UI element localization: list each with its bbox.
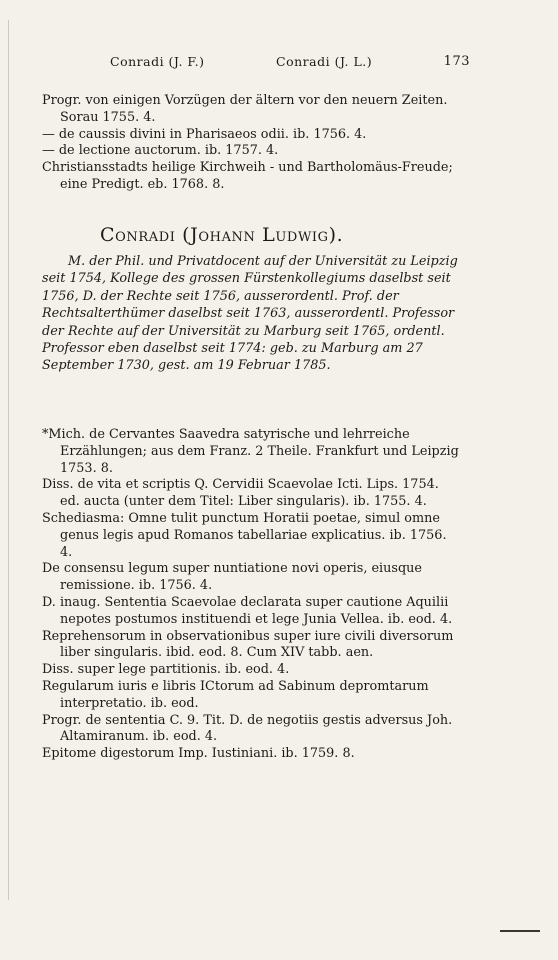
work-entry: Diss. de vita et scriptis Q. Cervidii Scaevolae Icti. Lips. 1754. ed. aucta (unter dem Titel: Liber singularis). ib. 1755. 4. [42,477,439,510]
entry-title: Conradi (Johann Ludwig). [100,224,344,246]
previous-entry: — de lectione auctorum. ib. 1757. 4. [42,143,279,159]
work-entry: D. inaug. Sententia Scaevolae declarata super cautione Aquilii nepotes postumos instituendi et lege Junia Vellea. ib. eod. 4. [42,594,453,627]
header-right: Conradi (J. L.) [276,54,373,69]
previous-entry: Christiansstadts heilige Kirchweih - und Bartholomäus-Freude; eine Predigt. eb. 1768. 8. [42,160,453,192]
biography: M. der Phil. und Privatdocent auf der Universität zu Leipzig seit 1754, Kollege des grossen Fürstenkollegiums daselbst seit 1756, D. der Rechte seit 1756, ausserordentl. Prof. der Rechtsalterthümer daselbst seit 1763, ausserordentl. Professor der Rechte auf der Universität zu Marburg seit 1765, ordentl. Professor eben daselbst seit 1774: geb. zu Marburg am 27 September 1730, gest. am 19 Februar 1785. [42,254,458,374]
work-entry: Epitome digestorum Imp. Iustiniani. ib. 1759. 8. [42,746,355,762]
previous-entry: Progr. von einigen Vorzügen der ältern vor den neuern Zeiten. Sorau 1755. 4. [42,93,448,125]
work-entry: Progr. de sententia C. 9. Tit. D. de negotiis gestis adversus Joh. Altamiranum. ib. eod. 4. [42,712,453,745]
work-entry: De consensu legum super nuntiatione novi operis, eiusque remissione. ib. 1756. 4. [42,561,422,594]
page-end-rule [500,930,540,932]
header-left: Conradi (J. F.) [110,54,205,69]
page-gutter-line [8,20,9,900]
work-entry: Diss. super lege partitionis. ib. eod. 4. [42,662,290,678]
work-entry: *Mich. de Cervantes Saavedra satyrische und lehrreiche Erzählungen; aus dem Franz. 2 Theile. Frankfurt und Leipzig 1753. 8. [42,427,459,476]
previous-entries [42,93,462,194]
works-list [42,427,462,763]
work-entry: Reprehensorum in observationibus super iure civili diversorum liber singularis. ibid. eod. 8. Cum XIV tabb. aen. [42,628,454,661]
page-number: 173 [443,54,470,69]
running-header [110,54,470,69]
previous-entry: — de caussis divini in Pharisaeos odii. ib. 1756. 4. [42,126,367,142]
work-entry: Schediasma: Omne tulit punctum Horatii poetae, simul omne genus legis apud Romanos tabellariae explicatius. ib. 1756. 4. [42,510,447,560]
work-entry: Regularum iuris e libris ICtorum ad Sabinum depromtarum interpretatio. ib. eod. [42,678,429,711]
